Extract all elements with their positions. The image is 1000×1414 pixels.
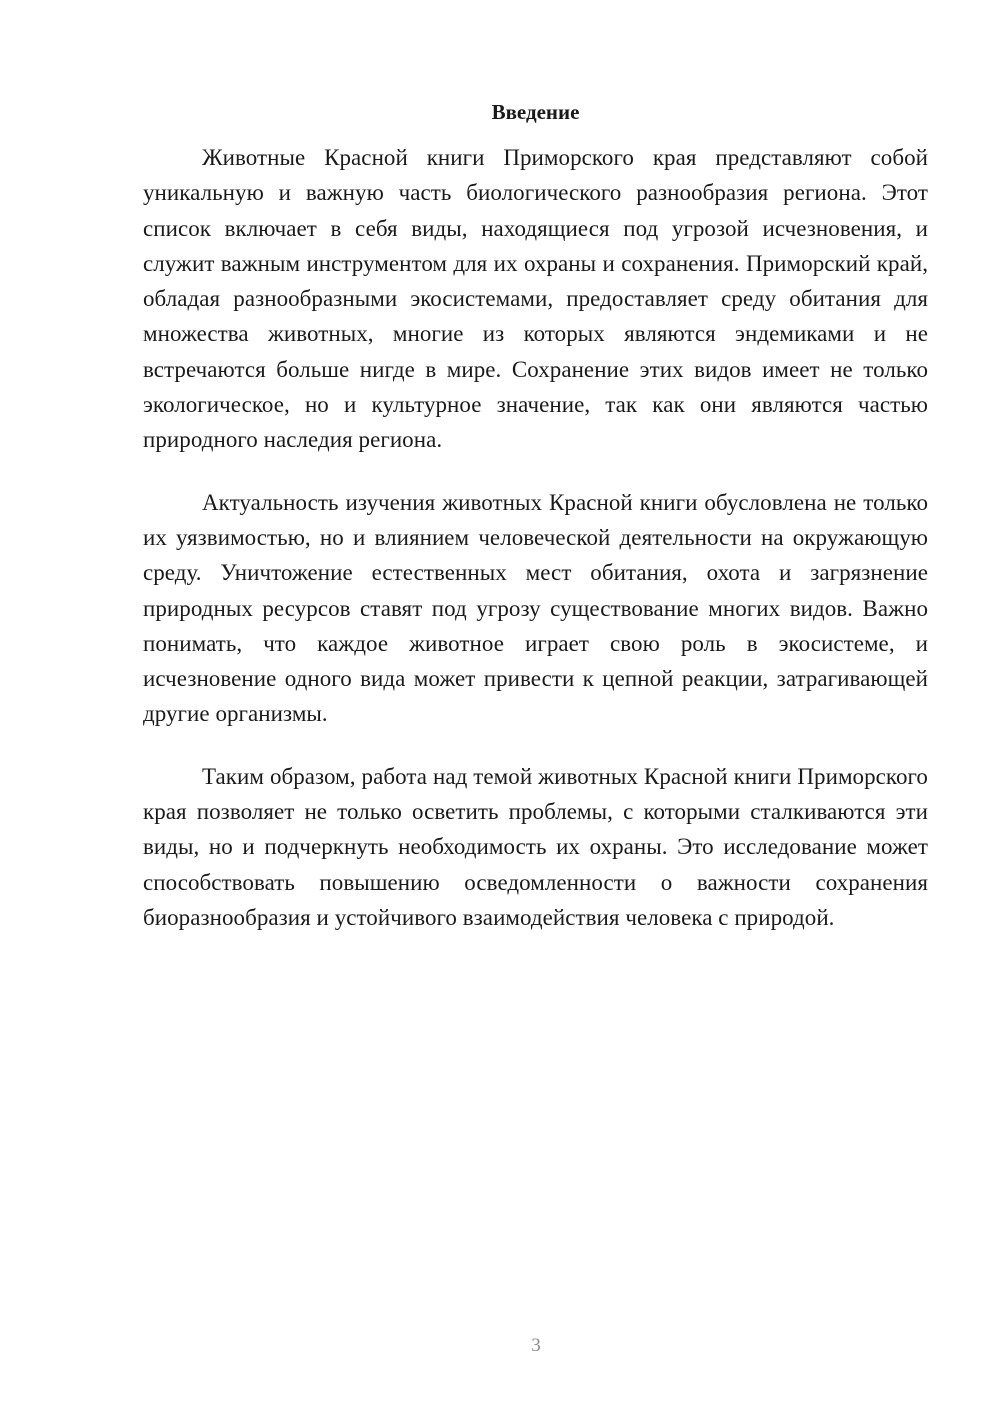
paragraph-3: Таким образом, работа над темой животных Красной книги Приморского края позволяет не только осветить проблемы, с которыми сталкиваются эти виды, но и подчеркнуть необходимость их охраны. Это исследование может способствовать повышению осведомленности о важности сохранения биоразнообразия и устойчивого взаимодействия человека с природой. — [143, 763, 928, 930]
paragraph-2: Актуальность изучения животных Красной книги обусловлена не только их уязвимостью, но и влиянием человеческой деятельности на окружающую среду. Уничтожение естественных мест обитания, охота и загрязнение природных ресурсов ставят под угрозу существование многих видов. Важно понимать, что каждое животное играет свою роль в экосистеме, и исчезновение одного вида может привести к цепной реакции, затрагивающей другие организмы. — [143, 489, 928, 727]
section-heading: Введение — [491, 100, 580, 124]
page-content — [143, 98, 928, 962]
page-number: 3 — [531, 1335, 541, 1356]
paragraph-1: Животные Красной книги Приморского края представляют собой уникальную и важную часть биологического разнообразия региона. Этот список включает в себя виды, находящиеся под угрозой исчезновения, и служит важным инструментом для их охраны и сохранения. Приморский край, обладая разнообразными экосистемами, предоставляет среду обитания для множества животных, многие из которых являются эндемиками и не встречаются больше нигде в мире. Сохранение этих видов имеет не только экологическое, но и культурное значение, так как они являются частью природного наследия региона. — [143, 145, 928, 453]
